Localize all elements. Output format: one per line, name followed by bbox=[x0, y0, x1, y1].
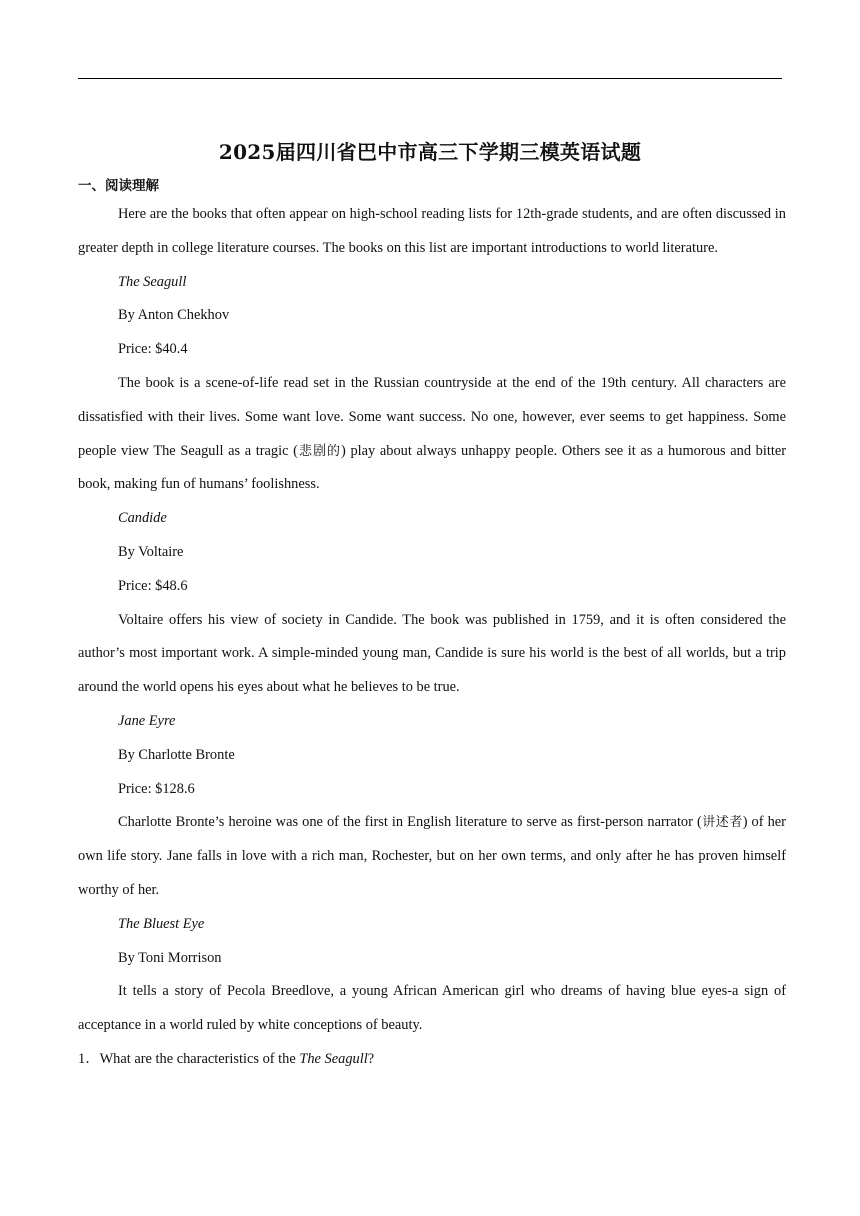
book-price: Price: $128.6 bbox=[118, 780, 195, 797]
question-1 bbox=[78, 1043, 786, 1077]
question-italic-title: The Seagull bbox=[299, 1050, 368, 1067]
book-description bbox=[78, 806, 786, 907]
book-title: Candide bbox=[118, 510, 167, 527]
book-title: The Seagull bbox=[118, 273, 187, 290]
book-price: Price: $40.4 bbox=[118, 341, 188, 358]
description-text: ) of her own life story. Jane falls in love with a rich man, Rochester, but on her own terms, and only after he has proven himself worthy of her. bbox=[78, 814, 786, 898]
book-description: Voltaire offers his view of society in Candide. The book was published in 1759, and it is often considered the author’s most important work. A simple-minded young man, Candide is sure his world is the best of all worlds, but a trip around the world opens his eyes about what he believes to be true. bbox=[78, 611, 786, 696]
book-description bbox=[78, 367, 786, 502]
book-price: Price: $48.6 bbox=[118, 577, 188, 594]
book-author: By Charlotte Bronte bbox=[118, 746, 235, 763]
book-title: Jane Eyre bbox=[118, 712, 176, 729]
chinese-gloss: 讲述者 bbox=[701, 815, 743, 831]
intro-paragraph: Here are the books that often appear on high-school reading lists for 12th-grade students, and are often discussed in greater depth in college literature courses. The books on this list are important introductions to world literature. bbox=[78, 206, 786, 256]
question-text: ? bbox=[367, 1050, 375, 1067]
question-number: 1． bbox=[78, 1050, 100, 1067]
document-body bbox=[78, 198, 786, 1077]
section-heading: 一、阅读理解 bbox=[78, 178, 159, 194]
book-author: By Toni Morrison bbox=[118, 949, 222, 966]
description-text: Charlotte Bronte’s heroine was one of the first in English literature to serve as first-person narrator ( bbox=[118, 814, 702, 831]
header-rule bbox=[78, 78, 782, 79]
question-text: What are the characteristics of the bbox=[99, 1050, 300, 1067]
book-description: It tells a story of Pecola Breedlove, a young African American girl who dreams of having blue eyes-a sign of acceptance in a world ruled by white conceptions of beauty. bbox=[78, 983, 786, 1034]
book-author: By Voltaire bbox=[118, 543, 184, 560]
chinese-gloss: 悲剧的 bbox=[297, 443, 342, 459]
description-text: The book is a scene-of-life read set in the Russian countryside at the end of the 19th century. All characters are dissatisfied with their lives. Some want love. Some want success. No one, however, ever seems to get happiness. Some people view The Seagull as a tragic ( bbox=[78, 374, 786, 459]
page-title: 2025届四川省巴中市高三下学期三模英语试题 bbox=[218, 140, 642, 164]
book-title: The Bluest Eye bbox=[118, 915, 205, 932]
book-author: By Anton Chekhov bbox=[118, 307, 230, 324]
description-text: ) play about always unhappy people. Others see it as a humorous and bitter book, making fun of humans’ foolishness. bbox=[78, 442, 787, 493]
